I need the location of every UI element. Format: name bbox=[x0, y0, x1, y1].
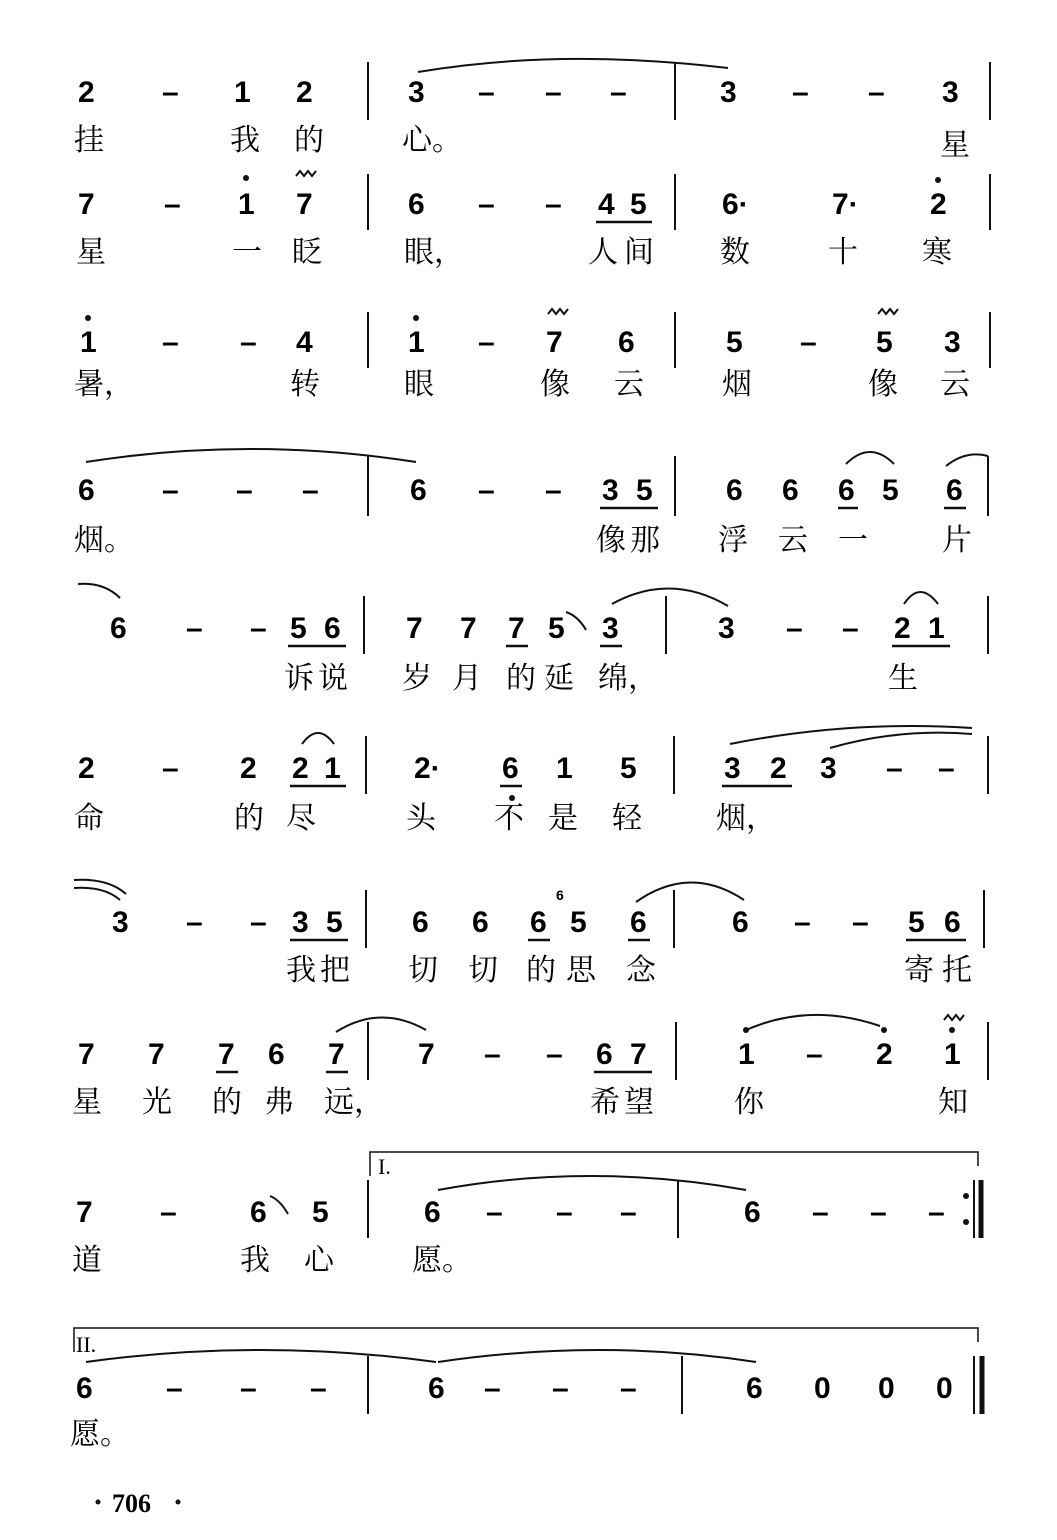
lyric: 思 bbox=[566, 953, 596, 988]
volta-label-2: II. bbox=[76, 1332, 97, 1357]
note-dash: – bbox=[812, 1196, 829, 1229]
lyric: 眼， bbox=[404, 235, 464, 270]
lyric: 烟， bbox=[716, 801, 776, 836]
note-dash: – bbox=[552, 1372, 569, 1405]
note-dash: – bbox=[792, 76, 809, 109]
note: 5 bbox=[636, 474, 653, 507]
slur bbox=[86, 1350, 436, 1362]
note: 2 bbox=[930, 188, 947, 221]
note-dash: – bbox=[162, 474, 179, 507]
note: 5 bbox=[630, 188, 647, 221]
high-octave-dot bbox=[881, 1027, 887, 1033]
note-dash: – bbox=[302, 474, 319, 507]
score-row-7 bbox=[74, 880, 984, 988]
lyric: 的 bbox=[212, 1085, 242, 1120]
lyric: 生 bbox=[888, 661, 918, 696]
note-dash: – bbox=[786, 612, 803, 645]
note-dash: – bbox=[310, 1372, 327, 1405]
note-dash: – bbox=[870, 1196, 887, 1229]
slur bbox=[636, 882, 744, 902]
score-row-3 bbox=[74, 309, 990, 402]
note: 6 bbox=[530, 906, 547, 939]
lyric: 的 bbox=[506, 661, 536, 696]
note: 7 bbox=[418, 1038, 435, 1071]
note: 1 bbox=[928, 612, 945, 645]
note: 2 bbox=[78, 752, 95, 785]
lyric: 我 bbox=[240, 1243, 270, 1278]
lyric: 切 bbox=[408, 953, 438, 988]
lyric: 人 bbox=[588, 235, 618, 270]
note: 6 bbox=[410, 474, 427, 507]
note: 2· bbox=[414, 752, 441, 785]
note-dash: – bbox=[620, 1372, 637, 1405]
lyric: 延 bbox=[544, 661, 574, 696]
lyric: 道 bbox=[72, 1243, 102, 1278]
lyric: 间 bbox=[624, 235, 654, 270]
slur bbox=[336, 1017, 426, 1032]
note: 2 bbox=[292, 752, 309, 785]
lyric: 挂 bbox=[74, 123, 104, 158]
lyric: 像 bbox=[596, 523, 626, 558]
note: 5 bbox=[876, 326, 893, 359]
note: 6 bbox=[428, 1372, 445, 1405]
slur bbox=[86, 449, 416, 462]
note-dash: – bbox=[545, 76, 562, 109]
note-dash: – bbox=[162, 752, 179, 785]
note-dash: – bbox=[610, 76, 627, 109]
lyric: 云 bbox=[778, 523, 808, 558]
note: 1 bbox=[234, 76, 251, 109]
slur bbox=[946, 454, 988, 466]
lyric: 烟。 bbox=[74, 523, 134, 558]
note: 6 bbox=[268, 1038, 285, 1071]
note: 6 bbox=[732, 906, 749, 939]
lyric: 头 bbox=[406, 801, 436, 836]
lyric: 岁 bbox=[402, 661, 432, 696]
note: 1 bbox=[238, 188, 255, 221]
trill-mark bbox=[878, 309, 898, 314]
lyric: 月 bbox=[452, 661, 482, 696]
note-dash: – bbox=[162, 326, 179, 359]
lyric: 轻 bbox=[612, 801, 642, 836]
note-dash: – bbox=[250, 612, 267, 645]
note: 7 bbox=[76, 1196, 93, 1229]
note: 6 bbox=[618, 326, 635, 359]
repeat-end-barline bbox=[963, 1180, 981, 1238]
lyric: 云 bbox=[614, 367, 644, 402]
note-dash: – bbox=[842, 612, 859, 645]
note: 6· bbox=[722, 188, 749, 221]
note-dash: – bbox=[546, 1038, 563, 1071]
volta-bracket-1 bbox=[370, 1152, 978, 1176]
note: 4 bbox=[296, 326, 313, 359]
note-dash: – bbox=[938, 752, 955, 785]
lyric: 的 bbox=[526, 953, 556, 988]
note-dash: – bbox=[800, 326, 817, 359]
note: 2 bbox=[876, 1038, 893, 1071]
lyric: 是 bbox=[548, 801, 578, 836]
note-dash: – bbox=[166, 1372, 183, 1405]
note-dash: – bbox=[886, 752, 903, 785]
note: 6 bbox=[76, 1372, 93, 1405]
high-octave-dot bbox=[85, 315, 91, 321]
note: 7· bbox=[832, 188, 859, 221]
note: 6 bbox=[596, 1038, 613, 1071]
note: 5 bbox=[312, 1196, 329, 1229]
slur bbox=[418, 59, 728, 72]
note-dash: – bbox=[556, 1196, 573, 1229]
lyric: 说 bbox=[318, 661, 348, 696]
lyric: 光 bbox=[142, 1085, 172, 1120]
lyric: 十 bbox=[828, 235, 858, 270]
lyric: 暑， bbox=[74, 367, 134, 402]
lyric: 我 bbox=[286, 953, 316, 988]
tie bbox=[78, 584, 120, 598]
tie bbox=[74, 888, 120, 900]
note: 5 bbox=[548, 612, 565, 645]
lyric: 一 bbox=[232, 235, 262, 270]
lyric: 那 bbox=[630, 523, 660, 558]
slur bbox=[904, 592, 938, 604]
lyric: 烟 bbox=[722, 367, 752, 402]
score-row-2 bbox=[76, 171, 990, 270]
note: 1 bbox=[80, 326, 97, 359]
lyric: 希 bbox=[590, 1085, 620, 1120]
note: 0 bbox=[814, 1372, 831, 1405]
lyric: 我 bbox=[230, 123, 260, 158]
lyric: 弗 bbox=[264, 1085, 294, 1120]
note: 6 bbox=[110, 612, 127, 645]
note: 7 bbox=[328, 1038, 345, 1071]
note-dash: – bbox=[186, 906, 203, 939]
lyric: 心。 bbox=[402, 123, 462, 158]
note: 0 bbox=[936, 1372, 953, 1405]
lyric: 像 bbox=[540, 367, 570, 402]
note: 5 bbox=[290, 612, 307, 645]
note: 7 bbox=[218, 1038, 235, 1071]
note: 4 bbox=[598, 188, 615, 221]
lyric: 浮 bbox=[718, 523, 748, 558]
note: 1 bbox=[324, 752, 341, 785]
volta-bracket-2 bbox=[74, 1328, 978, 1352]
trill-mark bbox=[296, 171, 316, 176]
lyric: 星 bbox=[72, 1085, 102, 1120]
lyric: 不 bbox=[494, 801, 524, 836]
note-dash: – bbox=[478, 474, 495, 507]
note: 1 bbox=[556, 752, 573, 785]
lyric: 片 bbox=[942, 523, 972, 558]
lyric: 云 bbox=[940, 367, 970, 402]
note: 3 bbox=[112, 906, 129, 939]
note-dash: – bbox=[164, 188, 181, 221]
note-dash: – bbox=[250, 906, 267, 939]
lyric: 托 bbox=[942, 953, 972, 988]
note: 6 bbox=[630, 906, 647, 939]
page-number-text: 706 bbox=[112, 1489, 151, 1518]
note: 7 bbox=[508, 612, 525, 645]
high-octave-dot bbox=[413, 315, 419, 321]
lyric: 愿。 bbox=[412, 1243, 472, 1278]
note: 3 bbox=[292, 906, 309, 939]
note: 3 bbox=[942, 76, 959, 109]
note: 6 bbox=[472, 906, 489, 939]
score-row-9 bbox=[72, 1152, 981, 1278]
note-dash: – bbox=[620, 1196, 637, 1229]
note: 5 bbox=[620, 752, 637, 785]
note-dash: – bbox=[806, 1038, 823, 1071]
note: 3 bbox=[408, 76, 425, 109]
note: 2 bbox=[770, 752, 787, 785]
note: 6 bbox=[78, 474, 95, 507]
note: 7 bbox=[460, 612, 477, 645]
slur bbox=[746, 1015, 880, 1030]
lyric: 一 bbox=[838, 523, 868, 558]
trill-mark bbox=[548, 309, 568, 314]
lyric: 念 bbox=[626, 953, 656, 988]
note: 3 bbox=[720, 76, 737, 109]
note-dash: – bbox=[484, 1038, 501, 1071]
score-row-10 bbox=[70, 1328, 982, 1452]
note: 7 bbox=[630, 1038, 647, 1071]
lyric: 转 bbox=[290, 367, 320, 402]
lyric: 尽 bbox=[286, 801, 316, 836]
slur bbox=[302, 733, 334, 744]
lyric: 心 bbox=[304, 1243, 334, 1278]
high-octave-dot bbox=[935, 177, 941, 183]
note: 1 bbox=[944, 1038, 961, 1071]
lyric: 的 bbox=[234, 801, 264, 836]
note: 6 bbox=[946, 474, 963, 507]
lyric: 诉 bbox=[284, 661, 314, 696]
note-dash: – bbox=[486, 1196, 503, 1229]
lyric: 愿。 bbox=[70, 1417, 130, 1452]
slur bbox=[612, 588, 728, 606]
high-octave-dot bbox=[243, 175, 249, 181]
lyric: 远， bbox=[324, 1085, 384, 1120]
note: 3 bbox=[944, 326, 961, 359]
note-dash: – bbox=[240, 326, 257, 359]
note-dash: – bbox=[478, 76, 495, 109]
note: 6 bbox=[250, 1196, 267, 1229]
slur bbox=[438, 1350, 756, 1362]
note: 3 bbox=[602, 612, 619, 645]
lyric: 眨 bbox=[292, 235, 322, 270]
grace-slur bbox=[566, 612, 586, 630]
note-dash: – bbox=[484, 1372, 501, 1405]
note-dash: – bbox=[545, 474, 562, 507]
trill-mark bbox=[944, 1015, 964, 1020]
lyric: 望 bbox=[624, 1085, 654, 1120]
score-row-1 bbox=[74, 59, 990, 163]
note: 0 bbox=[878, 1372, 895, 1405]
note: 6 bbox=[744, 1196, 761, 1229]
note: 6 bbox=[324, 612, 341, 645]
note: 3 bbox=[724, 752, 741, 785]
note: 1 bbox=[738, 1038, 755, 1071]
note: 6 bbox=[782, 474, 799, 507]
note-dash: – bbox=[928, 1196, 945, 1229]
slur bbox=[830, 733, 972, 748]
note-dash: – bbox=[794, 906, 811, 939]
slur bbox=[438, 1176, 746, 1190]
lyric: 绵， bbox=[598, 661, 658, 696]
note-dash: – bbox=[478, 326, 495, 359]
lyric: 星 bbox=[76, 235, 106, 270]
score-row-5 bbox=[78, 584, 988, 696]
note: 6 bbox=[838, 474, 855, 507]
lyric: 的 bbox=[294, 123, 324, 158]
note: 6 bbox=[944, 906, 961, 939]
note-dash: – bbox=[186, 612, 203, 645]
lyric: 像 bbox=[868, 367, 898, 402]
note: 6 bbox=[412, 906, 429, 939]
high-octave-dot bbox=[743, 1027, 749, 1033]
grace-slur bbox=[270, 1196, 288, 1214]
note-dash: – bbox=[160, 1196, 177, 1229]
lyric: 寒 bbox=[922, 235, 952, 270]
lyric: 你 bbox=[734, 1085, 764, 1120]
note: 7 bbox=[78, 1038, 95, 1071]
page-number bbox=[96, 1489, 181, 1518]
note: 7 bbox=[406, 612, 423, 645]
note-dash: – bbox=[868, 76, 885, 109]
note: 2 bbox=[240, 752, 257, 785]
note: 7 bbox=[78, 188, 95, 221]
note: 2 bbox=[894, 612, 911, 645]
lyric: 数 bbox=[720, 235, 750, 270]
note: 6 bbox=[726, 474, 743, 507]
note-dash: – bbox=[162, 76, 179, 109]
lyric: 知 bbox=[938, 1085, 968, 1120]
note: 5 bbox=[882, 474, 899, 507]
score-row-8 bbox=[72, 1015, 988, 1120]
note: 6 bbox=[408, 188, 425, 221]
note: 7 bbox=[546, 326, 563, 359]
note: 5 bbox=[570, 906, 587, 939]
note: 3 bbox=[602, 474, 619, 507]
note: 2 bbox=[78, 76, 95, 109]
score-row-4 bbox=[74, 449, 988, 558]
note: 6 bbox=[502, 752, 519, 785]
lyric: 把 bbox=[320, 953, 350, 988]
note-dash: – bbox=[852, 906, 869, 939]
note-dash: – bbox=[240, 1372, 257, 1405]
slur bbox=[846, 452, 894, 464]
note: 5 bbox=[726, 326, 743, 359]
volta-label-1: I. bbox=[378, 1154, 391, 1179]
note-dash: – bbox=[478, 188, 495, 221]
high-octave-dot bbox=[949, 1027, 955, 1033]
note: 2 bbox=[296, 76, 313, 109]
lyric: 命 bbox=[74, 801, 104, 836]
score-row-6 bbox=[74, 726, 988, 836]
note: 3 bbox=[718, 612, 735, 645]
note: 7 bbox=[148, 1038, 165, 1071]
lyric: 星 bbox=[940, 128, 970, 163]
lyric: 眼 bbox=[404, 367, 434, 402]
lyric: 切 bbox=[468, 953, 498, 988]
grace-note: 6 bbox=[556, 887, 564, 903]
note: 5 bbox=[908, 906, 925, 939]
note-dash: – bbox=[545, 188, 562, 221]
note: 6 bbox=[424, 1196, 441, 1229]
note: 5 bbox=[326, 906, 343, 939]
note: 6 bbox=[746, 1372, 763, 1405]
lyric: 寄 bbox=[904, 953, 934, 988]
note: 1 bbox=[408, 326, 425, 359]
slur bbox=[730, 726, 972, 744]
final-barline bbox=[974, 1356, 982, 1414]
note: 7 bbox=[296, 188, 313, 221]
note-dash: – bbox=[236, 474, 253, 507]
note: 3 bbox=[820, 752, 837, 785]
